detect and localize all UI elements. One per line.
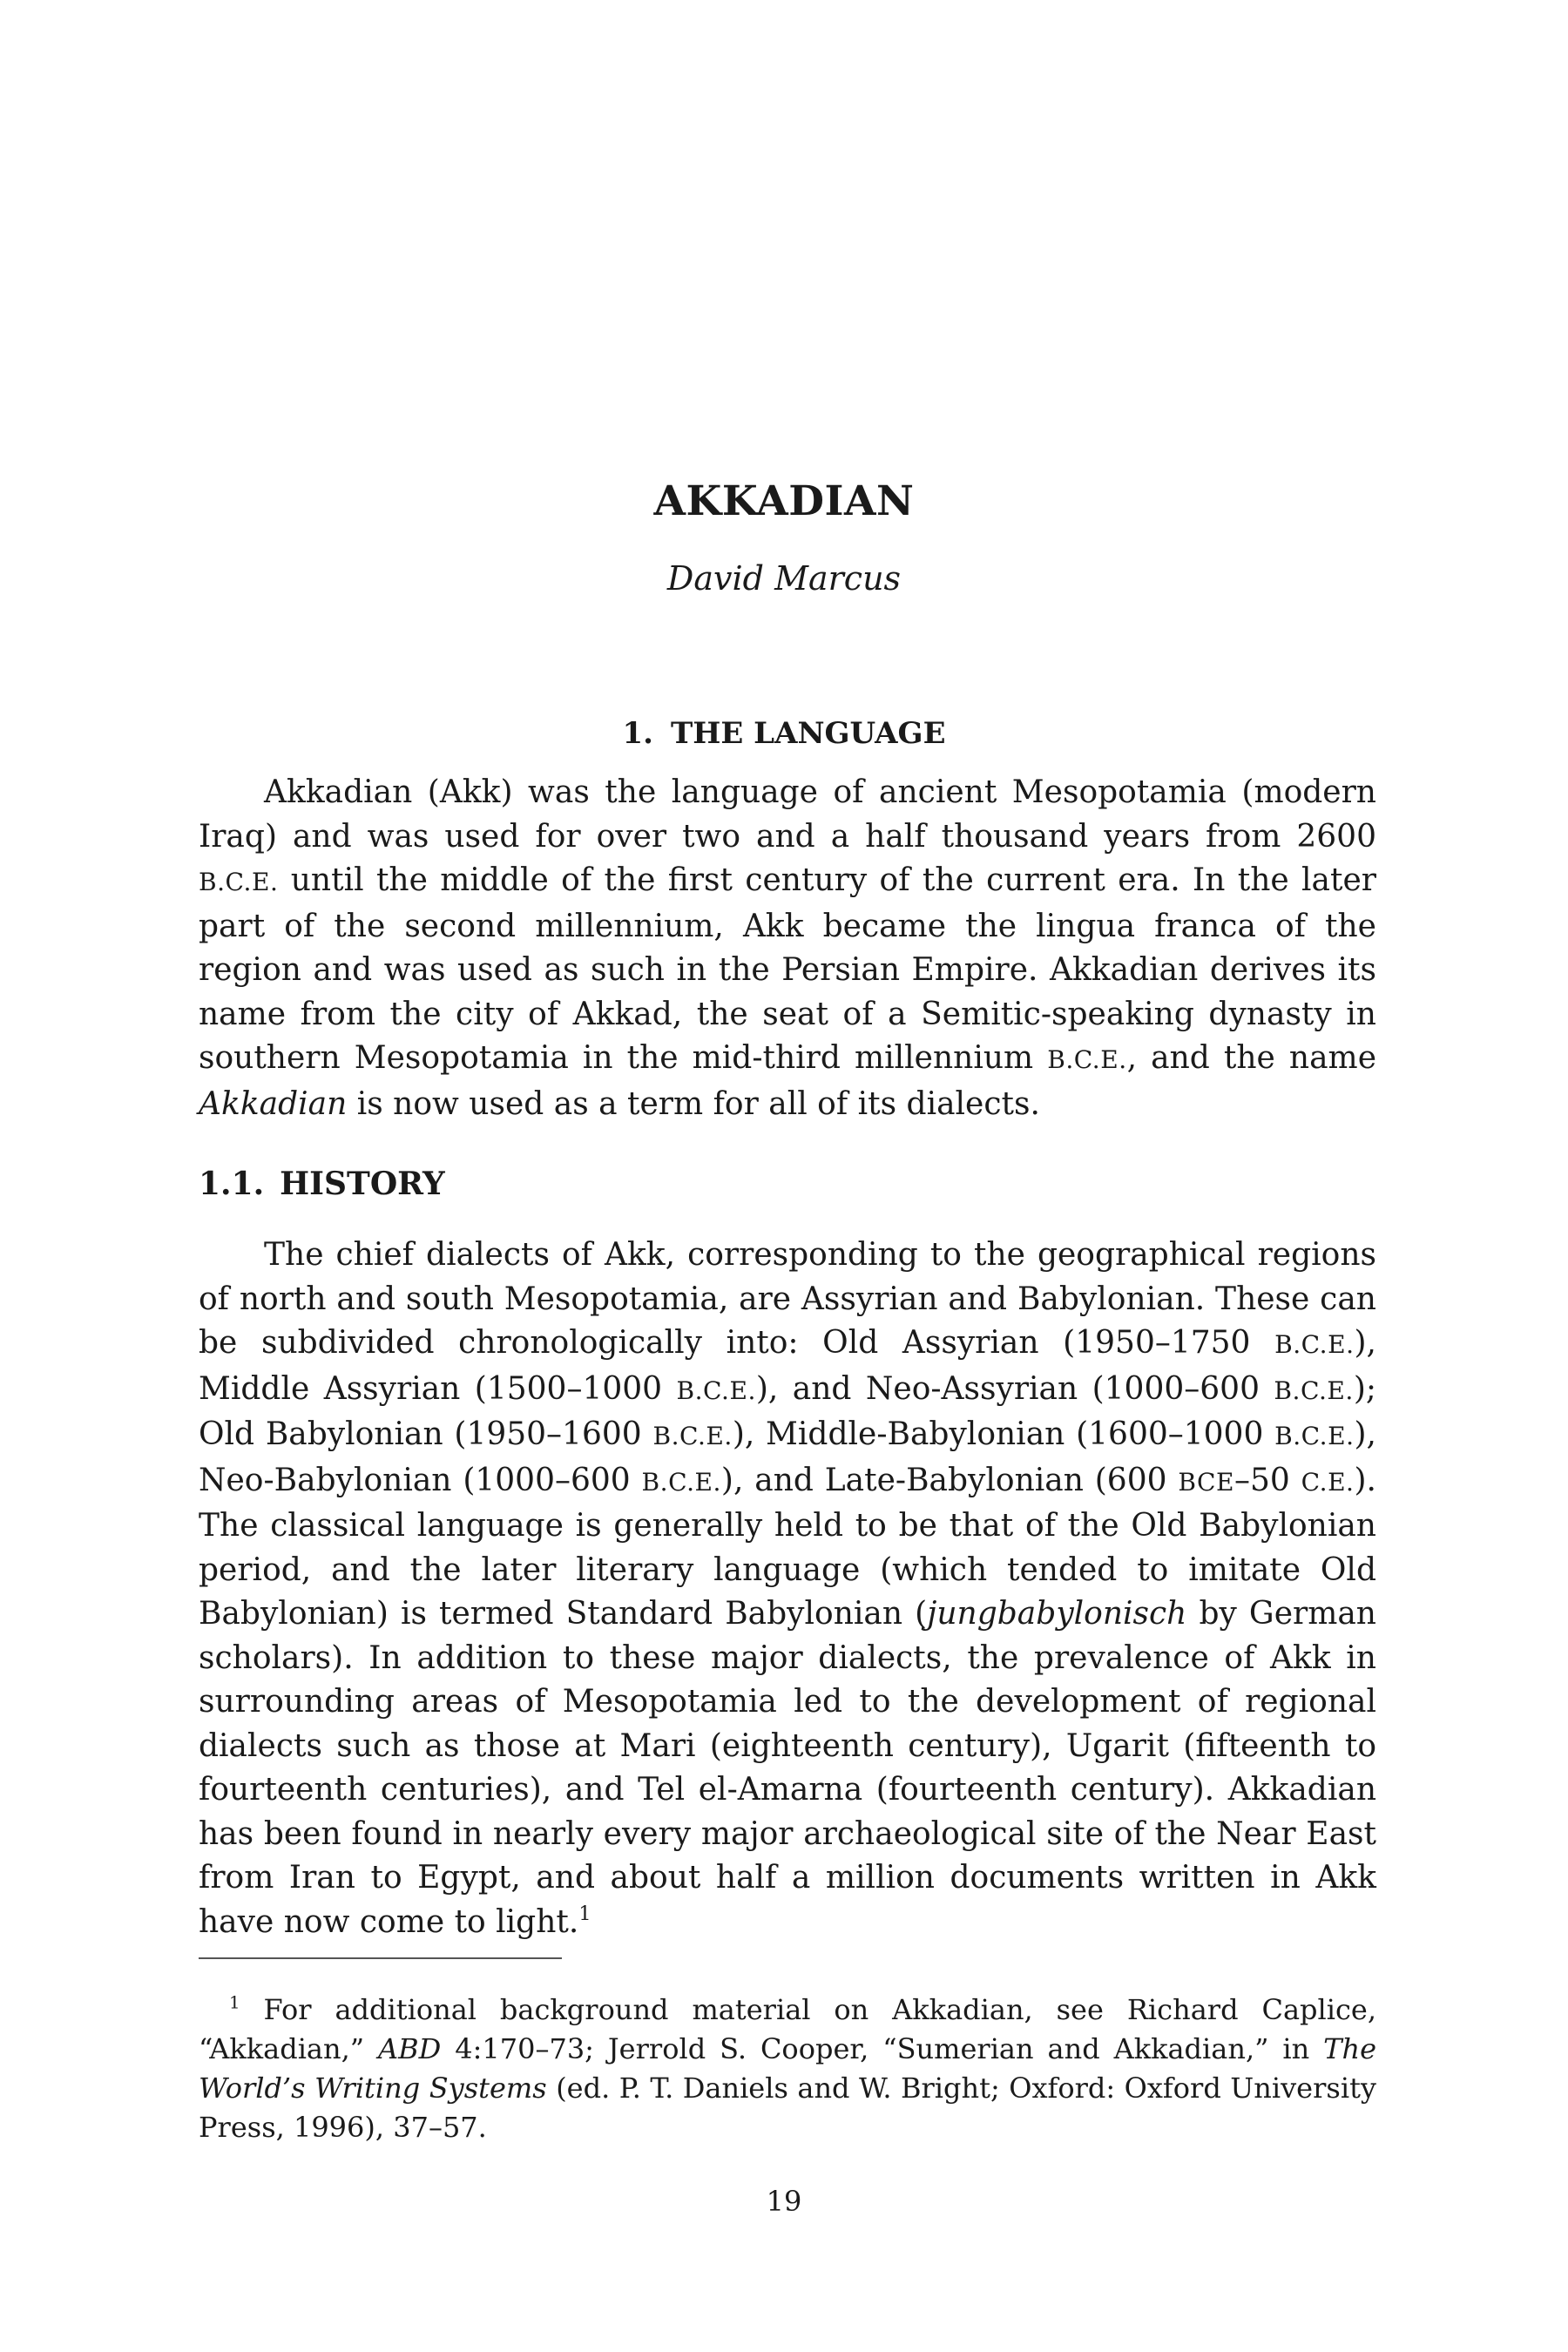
era-abbreviation: B.C.E. (676, 1375, 756, 1405)
era-abbreviation: B.C.E. (1274, 1330, 1355, 1359)
paragraph-text: until the middle of the first century of the current era. In the later part of the second millennium, Akk became the lingua franca of the region and was used as such in the Persian Empire. Akkadian derives its name from the city of Akkad, the seat of a Semitic-speaking dynasty in southern Mesopotamia in the mid-third millennium (199, 862, 1377, 1076)
paragraph-text: ). The classical language is generally held to be that of the Old Babylonian period, and the later literary language (which tended to imitate Old Babylonian) is termed Standard Babylonian ( (199, 1462, 1376, 1632)
section-number: 1. (622, 716, 653, 751)
section-heading (0, 716, 1568, 751)
paragraph-text: ), Middle Assyrian (1500–1000 (199, 1325, 1376, 1407)
italic-citation: The World’s Writing Systems (199, 2032, 1377, 2105)
italic-term: Akkadian (199, 1085, 348, 1122)
subsection-title: HISTORY (280, 1166, 445, 1202)
chapter-author: David Marcus (666, 559, 902, 598)
era-abbreviation: C.E. (1301, 1467, 1355, 1497)
italic-term: jungbabylonisch (927, 1596, 1187, 1632)
paragraph-text: is now used as a term for all of its dialects. (356, 1085, 1040, 1122)
paragraph-text: by German scholars). In addition to these major dialects, the prevalence of Akk in surrounding areas of Mesopotamia led to the development of regional dialects such as those at Mari (eighteenth century), Ugarit (fifteenth to fourteenth centuries), and Tel el-Amarna (fourteenth century). Akkadian has been found in nearly every major archaeological site of the Near East from Iran to Egypt, and about half a million documents written in Akk have now come to light. (199, 1596, 1376, 1940)
era-abbreviation: B.C.E. (1047, 1045, 1127, 1074)
footnote-text: (ed. P. T. Daniels and W. Bright; Oxford: Oxford University Press, 1996), 37–57. (199, 2072, 1377, 2144)
history-paragraph (199, 1233, 1376, 1944)
footnote (199, 1990, 1376, 2147)
paragraph-text: ); Old Babylonian (1950–1600 (199, 1370, 1376, 1452)
paragraph-text: The chief dialects of Akk, corresponding to the geographical regions of north and south Mesopotamia, are Assyrian and Babylonian. These can be subdivided chronologically into: Old Assyrian (1950–1750 (199, 1237, 1376, 1361)
paragraph-text: –50 (1234, 1462, 1290, 1498)
era-abbreviation: B.C.E. (652, 1422, 733, 1450)
footnote-divider (199, 1957, 562, 1959)
footnote-text: For additional background material on Akkadian, see Richard Caplice, “Akkadian,” (199, 1993, 1377, 2065)
subsection-number: 1.1. (199, 1166, 265, 1202)
era-abbreviation: B.C.E. (1274, 1375, 1354, 1405)
era-abbreviation: B.C.E. (641, 1467, 721, 1497)
italic-citation: ABD (378, 2032, 442, 2065)
era-abbreviation: BCE (1178, 1467, 1234, 1497)
paragraph-text: ), Middle-Babylonian (1600–1000 (732, 1416, 1264, 1452)
language-paragraph (199, 771, 1376, 1126)
era-abbreviation: B.C.E. (1274, 1422, 1355, 1450)
paragraph-text: ), and Neo-Assyrian (1000–600 (755, 1370, 1260, 1407)
subsection-heading (199, 1166, 445, 1202)
chapter-title: AKKADIAN (653, 477, 915, 525)
section-title: THE LANGUAGE (670, 716, 946, 751)
paragraph-text: ), and Late-Babylonian (600 (720, 1462, 1167, 1498)
paragraph-text: ), Neo-Babylonian (1000–600 (199, 1416, 1377, 1498)
footnote-text: 4:170–73; Jerrold S. Cooper, “Sumerian and Akkadian,” in (455, 2032, 1310, 2065)
page-number: 19 (766, 2185, 802, 2218)
paragraph-text: , and the name (1126, 1040, 1376, 1076)
footnote-reference[interactable]: 1 (578, 1902, 591, 1925)
paragraph-text: Akkadian (Akk) was the language of ancient Mesopotamia (modern Iraq) and was used for over two and a half thousand years from 2600 (199, 774, 1376, 855)
footnote-marker: 1 (229, 1992, 240, 2013)
era-abbreviation: B.C.E. (199, 868, 279, 896)
